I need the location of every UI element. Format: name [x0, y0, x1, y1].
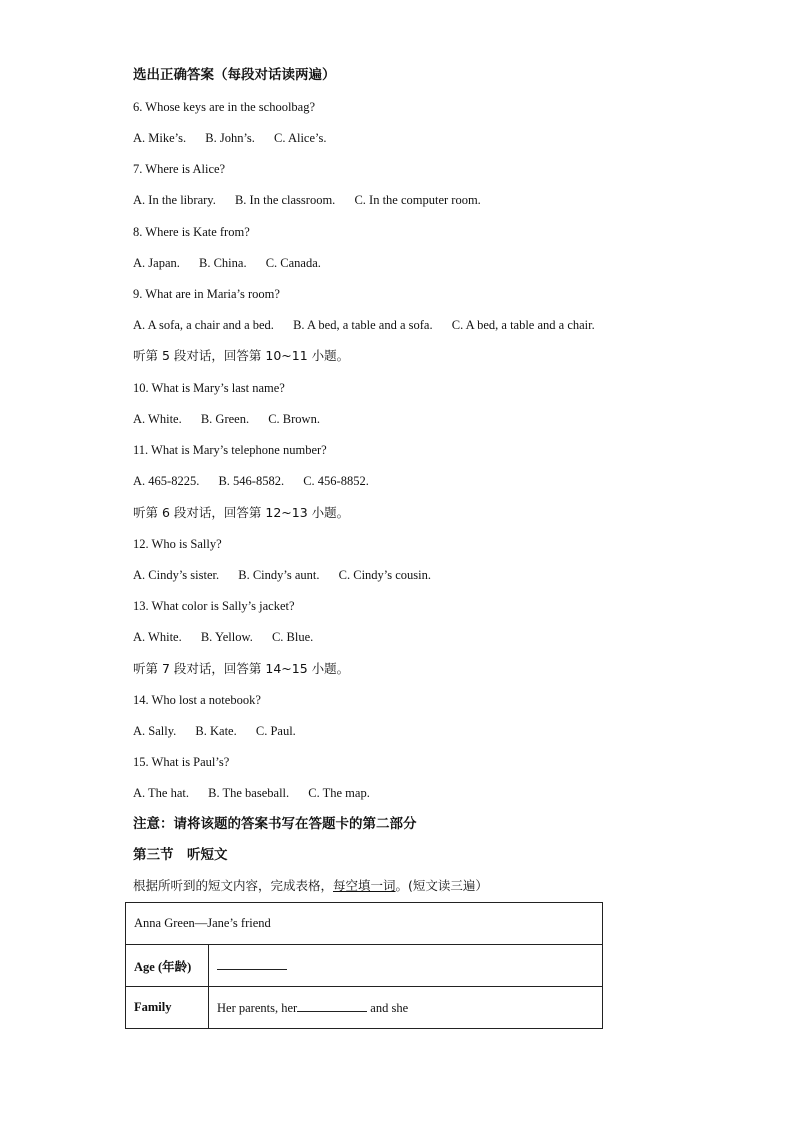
age-cell	[209, 945, 603, 987]
option: B. In the classroom.	[234, 193, 336, 207]
option: B. 546-8582.	[218, 474, 285, 488]
option: B. Kate.	[195, 724, 237, 738]
options-7	[133, 192, 497, 208]
section-title: 选出正确答案（每段对话读两遍）	[133, 67, 336, 83]
question-8: 8. Where is Kate from?	[133, 225, 250, 239]
dialogue-6-instruction: 听第 6 段对话，回答第 12~13 小题。	[133, 505, 350, 520]
instruction-text: 根据所听到的短文内容，完成表格，	[133, 878, 334, 893]
option: B. Cindy’s aunt.	[238, 568, 320, 582]
answer-note: 注意：请将该题的答案书写在答题卡的第二部分	[133, 816, 417, 832]
option: B. Yellow.	[200, 630, 253, 644]
option: C. A bed, a table and a chair.	[451, 318, 595, 332]
option: C. Paul.	[255, 724, 296, 738]
age-blank[interactable]	[217, 957, 287, 970]
option: B. A bed, a table and a sofa.	[293, 318, 433, 332]
instruction-text: 。(短文读三遍）	[395, 878, 488, 893]
instruction-underlined: 每空填一词	[333, 878, 396, 893]
options-14	[133, 723, 312, 739]
family-label: Family	[126, 987, 209, 1029]
options-6	[133, 130, 342, 146]
question-12: 12. Who is Sally?	[133, 537, 222, 551]
options-8	[133, 255, 337, 271]
option: B. China.	[199, 256, 247, 270]
family-text-pre: Her parents, her	[217, 1001, 298, 1015]
table-header-cell: Anna Green—Jane’s friend	[126, 903, 603, 945]
section-3-title: 第三节 听短文	[133, 847, 228, 863]
option: A. White.	[133, 412, 182, 426]
family-blank[interactable]	[297, 999, 367, 1012]
options-9	[133, 317, 611, 333]
question-14: 14. Who lost a notebook?	[133, 693, 261, 707]
option: B. The baseball.	[208, 786, 290, 800]
option: C. Canada.	[265, 256, 321, 270]
option: A. White.	[133, 630, 182, 644]
options-15	[133, 785, 386, 801]
info-table	[125, 902, 603, 1029]
options-10	[133, 411, 336, 427]
option: A. A sofa, a chair and a bed.	[133, 318, 274, 332]
option: A. Mike’s.	[133, 131, 187, 145]
option: A. In the library.	[133, 193, 216, 207]
option: C. Brown.	[268, 412, 320, 426]
options-11	[133, 473, 385, 489]
option: A. 465-8225.	[133, 474, 200, 488]
options-13	[133, 629, 329, 645]
family-cell	[209, 987, 603, 1029]
option: B. Green.	[200, 412, 250, 426]
family-text-post: and she	[367, 1001, 409, 1015]
option: C. 456-8852.	[303, 474, 369, 488]
section-3-instruction	[133, 878, 488, 894]
question-6: 6. Whose keys are in the schoolbag?	[133, 100, 316, 114]
option: C. Alice’s.	[274, 131, 327, 145]
question-13: 13. What color is Sally’s jacket?	[133, 599, 295, 613]
options-12	[133, 567, 447, 583]
question-7: 7. Where is Alice?	[133, 162, 226, 176]
question-10: 10. What is Mary’s last name?	[133, 381, 285, 395]
table-row	[126, 945, 603, 987]
dialogue-5-instruction: 听第 5 段对话，回答第 10~11 小题。	[133, 348, 350, 363]
question-9: 9. What are in Maria’s room?	[133, 287, 280, 301]
option: A. The hat.	[133, 786, 190, 800]
option: B. John’s.	[205, 131, 255, 145]
option: C. The map.	[308, 786, 370, 800]
dialogue-7-instruction: 听第 7 段对话，回答第 14~15 小题。	[133, 661, 350, 676]
option: A. Sally.	[133, 724, 177, 738]
table-row	[126, 903, 603, 945]
table-row	[126, 987, 603, 1029]
option: C. Blue.	[271, 630, 314, 644]
age-label: Age (年龄)	[126, 945, 209, 987]
question-11: 11. What is Mary’s telephone number?	[133, 443, 327, 457]
option: A. Cindy’s sister.	[133, 568, 220, 582]
question-15: 15. What is Paul’s?	[133, 755, 230, 769]
option: C. Cindy’s cousin.	[338, 568, 432, 582]
option: A. Japan.	[133, 256, 180, 270]
option: C. In the computer room.	[354, 193, 481, 207]
